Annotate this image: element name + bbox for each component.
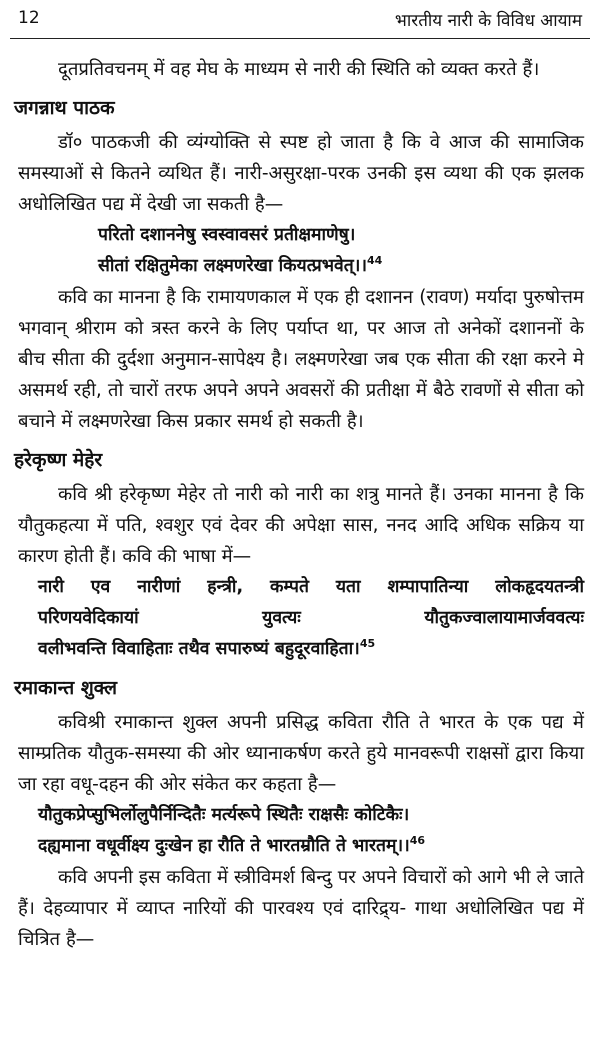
- verse-line: नारी एव नारीणां हन्त्री, कम्पते यता शम्पापातिन्या लोकहृदयतन्त्री: [38, 577, 584, 597]
- verse-line: दह्यमाना वधूर्वीक्ष्य दुःखेन हा रौति ते भारतम्रौति ते भारतम्।।$^{46}$: [38, 834, 426, 856]
- running-title: भारतीय नारी के विविध आयाम: [394, 11, 582, 31]
- header-rule: [10, 38, 590, 39]
- paragraph-shukla-commentary: कवि अपनी इस कविता में स्त्रीविमर्श बिन्दु पर अपने विचारों को आगे भी ले जाते हैं। देहव्यापार में व्याप्त नारियों की पारवश्य एवं दारिद्र्य- गाथा अधोलिखित पद्य में चित्रित है—: [18, 867, 584, 950]
- verse-line: यौतुकप्रेप्सुभिर्लोलुपैर्निन्दितैः मर्त्यरूपे स्थितैः राक्षसैः कोटिकैः।: [38, 805, 410, 825]
- paragraph-pathak: डॉ० पाठकजी की व्यंग्योक्ति से स्पष्ट हो जाता है कि वे आज की सामाजिक समस्याओं से कितने व्यथित हैं। नारी-असुरक्षा-परक उनकी इस व्यथा की एक झलक अधोलिखित पद्य में देखी जा सकती है—: [18, 132, 584, 215]
- section-heading-jagannath-pathak: जगन्नाथ पाठक: [14, 97, 115, 119]
- footnote-marker: 44: [367, 254, 383, 268]
- section-heading-ramakant-shukla: रमाकान्त शुक्ल: [14, 677, 118, 699]
- verse-shukla: [18, 800, 584, 862]
- verse-meher: [18, 572, 584, 665]
- footnote-marker: 46: [409, 834, 426, 848]
- verse-line: परिणयवेदिकायां युवत्यः यौतुकज्वालायामार्जववत्यः: [38, 608, 584, 628]
- paragraph-shukla: कविश्री रमाकान्त शुक्ल अपनी प्रसिद्ध कविता रौति ते भारत के एक पद्य में साम्प्रतिक यौतुक-समस्या की ओर ध्यानाकर्षण करते हुये मानवरूपी राक्षसों द्वारा किया जा रहा वधू-दहन की ओर संकेत कर कहता है—: [18, 712, 584, 795]
- page-number: 12: [18, 8, 40, 28]
- section-heading-harekrishna-meher: हरेकृष्ण मेहेर: [14, 449, 103, 471]
- paragraph-meher: कवि श्री हरेकृष्ण मेहेर तो नारी को नारी का शत्रु मानते हैं। उनका मानना है कि यौतुकहत्या में पति, श्वशुर एवं देवर की अपेक्षा सास, ननद आदि अधिक सक्रिय या कारण होती हैं। कवि की भाषा में—: [18, 484, 584, 567]
- verse-line: सीतां रक्षितुमेका लक्ष्मणरेखा कियत्प्रभवेत्।।$^{44}$: [98, 254, 383, 276]
- page-header: [18, 8, 582, 38]
- footnote-marker: 45: [359, 637, 376, 651]
- paragraph-pathak-commentary: कवि का मानना है कि रामायणकाल में एक ही दशानन (रावण) मर्यादा पुरुषोत्तम भगवान् श्रीराम को त्रस्त करने के लिए पर्याप्त था, पर आज तो अनेकों दशाननों के बीच सीता की दुर्दशा अनुमान-सापेक्ष्य है। लक्ष्मणरेखा जब एक सीता की रक्षा करने मे असमर्थ रही, तो चारों तरफ अपने अपने अवसरों की प्रतीक्षा में बैठे रावणों से सीता को बचाने में लक्ष्मणरेखा किस प्रकार समर्थ हो सकती है।: [18, 287, 584, 432]
- paragraph-intro: दूतप्रतिवचनम् में वह मेघ के माध्यम से नारी की स्थिति को व्यक्त करते हैं।: [58, 59, 540, 80]
- verse-line: परितो दशाननेषु स्वस्वावसरं प्रतीक्षमाणेषु।: [98, 225, 356, 245]
- verse-line: वलीभवन्ति विवाहिताः तथैव सपारुष्यं बहुदूरवाहिता।$^{45}$: [38, 637, 376, 659]
- verse-pathak: [18, 220, 584, 282]
- page-body: [14, 54, 584, 955]
